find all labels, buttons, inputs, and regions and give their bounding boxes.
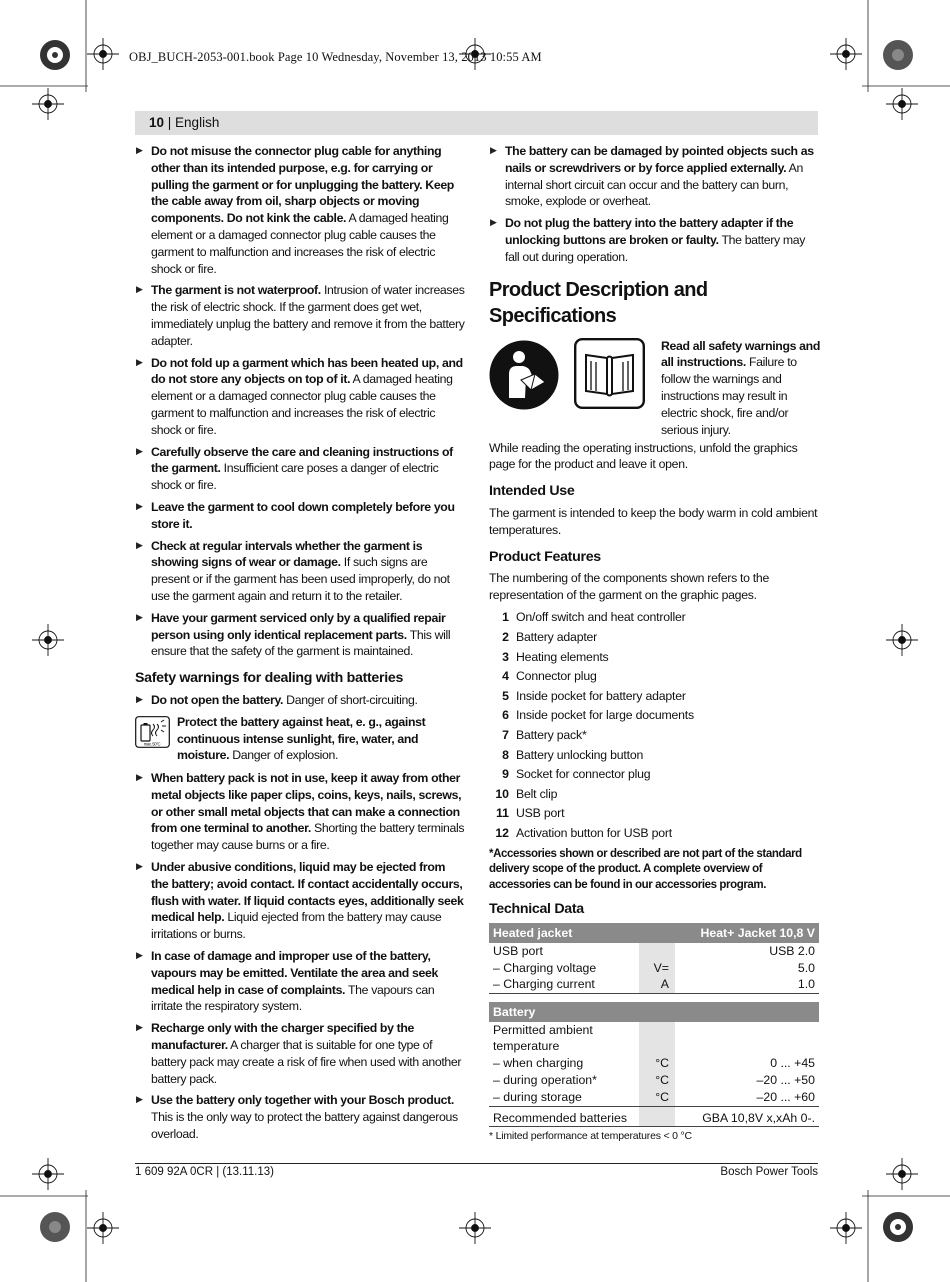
footer-rule xyxy=(135,1163,818,1164)
left-column xyxy=(135,143,465,1148)
page-number: 10 xyxy=(149,115,165,130)
row-value: 0 ... +45 xyxy=(770,1056,815,1071)
bullet-bold: Do not fold up a garment which has been heated up, and do not store any objects on top of it. xyxy=(151,355,463,387)
unfold-instruction: While reading the operating instructions, unfold the graphics page for the product and leave it open. xyxy=(489,440,798,472)
bullet-bold: The battery can be damaged by pointed objects such as nails or screwdrivers or by force applied externally. xyxy=(505,144,814,175)
bullet-bold: Recharge only with the charger specified by the manufacturer. xyxy=(151,1021,415,1053)
technical-data-heading: Technical Data xyxy=(489,900,584,917)
feature-label: Inside pocket for large documents xyxy=(516,708,694,723)
read-warning-bold: Read all safety warnings and all instructions. xyxy=(661,338,820,370)
feature-number: 12 xyxy=(495,825,509,840)
feature-number: 9 xyxy=(502,767,509,782)
feature-label: Inside pocket for battery adapter xyxy=(516,688,686,703)
row-value: 1.0 xyxy=(675,976,819,993)
book-manual-icon xyxy=(574,338,645,409)
header-language: English xyxy=(175,115,220,130)
heat-warning-bold: Protect the battery against heat, e. g., against continuous intense sunlight, fire, water, and moisture. xyxy=(177,714,426,763)
row-label: – during storage xyxy=(489,1089,639,1106)
feature-label: Heating elements xyxy=(516,649,609,664)
bullet-bold: Have your garment serviced only by a qualified repair person using only identical replacement parts. xyxy=(151,610,446,642)
bullet-bold: Use the battery only together with your Bosch product. xyxy=(151,1093,454,1108)
feature-number: 2 xyxy=(502,629,509,644)
bullet-text: The vapours can irritate the respiratory system. xyxy=(151,982,435,1014)
list-item xyxy=(489,667,819,687)
bullet-bold: Check at regular intervals whether the garment is showing signs of wear or damage. xyxy=(151,538,423,570)
row-value: 5.0 xyxy=(797,960,815,975)
header-jacket-model: Heat+ Jacket 10,8 V xyxy=(675,923,819,943)
footer-doc-number: 1 609 92A 0CR | (13.11.13) xyxy=(135,1166,274,1178)
product-features-intro: The numbering of the components shown refers to the representation of the garment on the graphic pages. xyxy=(489,571,769,603)
bullet-bold: Do not plug the battery into the battery adapter if the unlocking buttons are broken or faulty. xyxy=(505,216,794,247)
list-item xyxy=(489,647,819,667)
bullet-bold: Carefully observe the care and cleaning instructions of the garment. xyxy=(151,444,453,476)
read-warning-text xyxy=(661,338,821,439)
row-label: – Charging voltage xyxy=(493,960,597,975)
section-title: Product Description and Specifications xyxy=(489,278,708,327)
bullet-bold: Do not open the battery. xyxy=(151,692,284,707)
row-unit: V= xyxy=(639,960,675,977)
feature-number: 8 xyxy=(502,747,509,762)
row-label: Recommended batteries xyxy=(489,1106,639,1127)
row-unit: °C xyxy=(639,1089,675,1106)
technical-data-table xyxy=(489,923,819,1128)
bullet-item xyxy=(135,1020,465,1087)
row-value: –20 ... +60 xyxy=(675,1089,819,1106)
feature-number: 1 xyxy=(502,610,509,625)
feature-label: Socket for connector plug xyxy=(516,767,651,782)
bullet-bold: In case of damage and improper use of the battery, vapours may be emitted. Ventilate the area and seek medical help in case of complaints. xyxy=(151,949,438,997)
intended-use-text: The garment is intended to keep the body warm in cold ambient temperatures. xyxy=(489,505,818,537)
table-row xyxy=(489,1022,819,1056)
feature-label: USB port xyxy=(516,806,565,821)
table-row xyxy=(489,1055,819,1072)
row-value: GBA 10,8V x,xAh 0-. xyxy=(675,1106,819,1127)
feature-number: 11 xyxy=(496,806,509,821)
feature-label: Belt clip xyxy=(516,786,558,801)
bullet-item xyxy=(135,499,465,533)
feature-label: Activation button for USB port xyxy=(516,825,672,840)
header-separator: | xyxy=(164,115,176,130)
header-heated-jacket: Heated jacket xyxy=(489,923,675,943)
table-header-jacket xyxy=(489,923,819,943)
row-unit: °C xyxy=(639,1072,675,1089)
feature-number: 4 xyxy=(502,669,509,684)
table-footnote: * Limited performance at temperatures < 0 °C xyxy=(489,1130,692,1143)
battery-heat-warning-icon xyxy=(135,716,170,748)
list-item xyxy=(489,804,819,824)
bullet-item xyxy=(135,444,465,494)
feature-label: Battery pack* xyxy=(516,727,587,742)
table-row xyxy=(489,1072,819,1089)
feature-number: 5 xyxy=(502,688,509,703)
safety-bullets-garment xyxy=(135,143,465,660)
footer-brand: Bosch Power Tools xyxy=(720,1166,818,1178)
row-unit: A xyxy=(639,976,675,993)
row-value: –20 ... +50 xyxy=(756,1073,815,1088)
list-item xyxy=(489,628,819,648)
row-unit: °C xyxy=(639,1055,675,1072)
feature-label: Battery unlocking button xyxy=(516,747,644,762)
heat-warning xyxy=(135,714,465,764)
row-value: USB 2.0 xyxy=(769,943,815,958)
list-item xyxy=(489,784,819,804)
table-header-battery xyxy=(489,1002,819,1022)
bullet-bold: Under abusive conditions, liquid may be ejected from the battery; avoid contact. If contact accidentally occurs, flush with water. If liquid contacts eyes, additionally seek medical help. xyxy=(151,860,464,925)
bullet-item xyxy=(135,355,465,439)
bullet-bold: The garment is not waterproof. xyxy=(151,283,321,298)
product-features-list xyxy=(489,608,819,843)
heat-warning-text: Danger of explosion. xyxy=(229,748,339,763)
table-row xyxy=(489,960,819,977)
right-column xyxy=(489,143,819,1143)
list-item xyxy=(489,745,819,765)
row-label: USB port xyxy=(493,943,543,958)
bullet-item xyxy=(489,143,819,210)
bullet-item xyxy=(135,1092,465,1142)
safety-bullets-battery xyxy=(135,770,465,1143)
row-unit xyxy=(639,943,675,960)
bullet-item xyxy=(135,143,465,277)
bullet-item xyxy=(135,282,465,349)
bullet-text: Shorting the battery terminals together may cause burns or a fire. xyxy=(151,821,465,853)
bullet-item xyxy=(135,610,465,660)
list-item xyxy=(489,726,819,746)
safety-bullets-right xyxy=(489,143,819,266)
list-item xyxy=(489,706,819,726)
product-features-heading: Product Features xyxy=(489,548,601,565)
intended-use-heading: Intended Use xyxy=(489,483,575,500)
table-row xyxy=(489,1106,819,1127)
bullet-text: If such signs are present or if the garment has been used improperly, do not use the garment again and return it to the retailer. xyxy=(151,555,450,603)
bullet-item xyxy=(135,859,465,943)
feature-number: 3 xyxy=(502,649,509,664)
page-header-text xyxy=(149,115,219,130)
print-job-header: OBJ_BUCH-2053-001.book Page 10 Wednesday, November 13, 2013 10:55 AM xyxy=(129,50,542,64)
page-header-band xyxy=(135,111,818,135)
row-label: – Charging current xyxy=(489,976,639,993)
header-battery: Battery xyxy=(489,1002,819,1022)
row-label: – during operation* xyxy=(493,1073,597,1088)
feature-number: 10 xyxy=(495,786,509,801)
bullet-item xyxy=(489,215,819,265)
bullet-text: Liquid ejected from the battery may cause irritations or burns. xyxy=(151,910,442,942)
bullet-text: The battery may fall out during operation. xyxy=(505,232,806,264)
bullet-text: Intrusion of water increases the risk of electric shock. If the garment does get wet, immediately unplug the battery and remove it from the battery adapter. xyxy=(151,283,465,348)
table-row xyxy=(489,1089,819,1106)
bullet-item xyxy=(135,538,465,605)
feature-number: 7 xyxy=(502,727,509,742)
row-label: – when charging xyxy=(493,1056,584,1071)
feature-number: 6 xyxy=(502,708,509,723)
bullet-bold: Do not misuse the connector plug cable for anything other than its intended purpose, e.g. for carrying or pulling the garment or for unplugging the battery. Keep the cable away from oil, sharp objects or moving components. Do not kink the cable. xyxy=(151,144,454,226)
list-item xyxy=(489,686,819,706)
bullet-bold: Leave the garment to cool down completely before you store it. xyxy=(151,499,455,531)
bullet-text: This will ensure that the safety of the garment is maintained. xyxy=(151,627,451,659)
feature-label: On/off switch and heat controller xyxy=(516,610,686,625)
feature-label: Battery adapter xyxy=(516,629,598,644)
row-label: Permitted ambient temperature xyxy=(493,1022,593,1054)
accessories-note: *Accessories shown or described are not part of the standard delivery scope of the product. A complete overview of accessories can be found in our accessories program. xyxy=(489,848,802,891)
bullet-text: A damaged heating element or a damaged connector plug cable causes the garment to malfunction and increases the risk of electric shock or fire. xyxy=(151,372,453,437)
bullet-item xyxy=(135,770,465,854)
bullet-text: An internal short circuit can occur and the battery can burn, smoke, explode or overheat. xyxy=(505,160,803,209)
table-row xyxy=(489,943,819,960)
battery-safety-heading: Safety warnings for dealing with batteries xyxy=(135,670,404,687)
bullet-item xyxy=(135,948,465,1015)
bullet-open-battery xyxy=(135,692,465,709)
read-manual-person-icon xyxy=(489,340,559,410)
table-gap xyxy=(489,994,819,1002)
bullet-text: Insufficient care poses a danger of electric shock or fire. xyxy=(151,461,439,493)
bullet-text: A charger that is suitable for one type of battery pack may create a risk of fire when used with another battery pack. xyxy=(151,1038,462,1086)
read-instructions-block xyxy=(489,338,820,437)
bullet-text: This is the only way to protect the battery against dangerous overload. xyxy=(151,1110,458,1142)
list-item xyxy=(489,823,819,843)
table-row xyxy=(489,976,819,993)
list-item xyxy=(489,608,819,628)
svg-text:max. 50°C: max. 50°C xyxy=(143,741,161,747)
bullet-text: Danger of short-circuiting. xyxy=(283,692,418,707)
bullet-bold: When battery pack is not in use, keep it away from other metal objects like paper clips, coins, keys, nails, screws, or other small metal objects that can make a connection from one terminal to another. xyxy=(151,771,462,836)
read-warning-body: Failure to follow the warnings and instructions may result in electric shock, fire and/or serious injury. xyxy=(661,355,797,437)
list-item xyxy=(489,765,819,785)
feature-label: Connector plug xyxy=(516,669,597,684)
bullet-text: A damaged heating element or a damaged connector plug cable causes the garment to malfunction and increases the risk of electric shock or fire. xyxy=(151,211,449,276)
